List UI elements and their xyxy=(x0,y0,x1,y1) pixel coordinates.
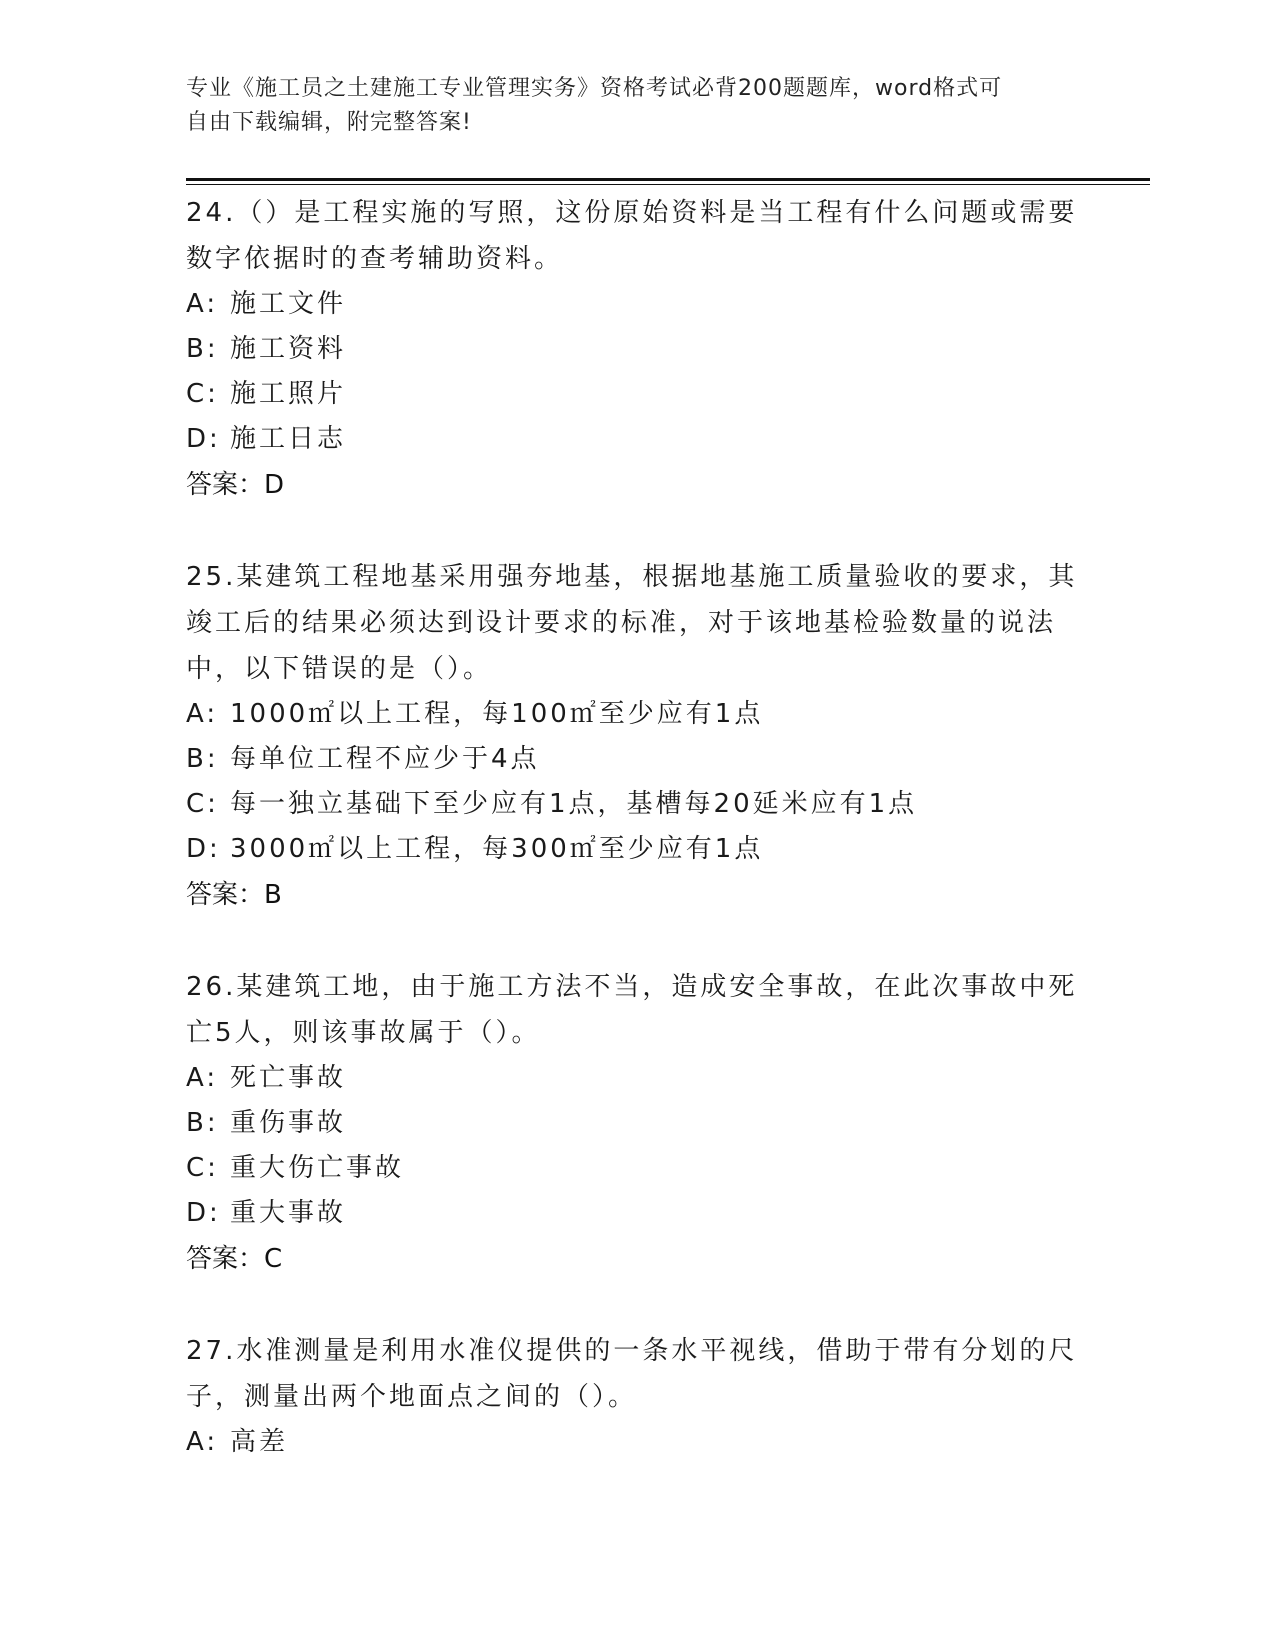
question-list xyxy=(186,190,1086,1511)
option-text: 重大事故 xyxy=(230,1198,347,1228)
answer-line: 答案：B xyxy=(186,880,282,910)
option-text: 每一独立基础下至少应有1点，基槽每20延米应有1点 xyxy=(230,789,918,819)
option-a xyxy=(186,282,1086,327)
header-divider-thin xyxy=(186,184,1150,185)
option-c xyxy=(186,782,1086,827)
option-text: 死亡事故 xyxy=(230,1063,347,1093)
option-text: 每单位工程不应少于4点 xyxy=(230,744,540,774)
option-a xyxy=(186,692,1086,737)
option-text: 施工文件 xyxy=(230,289,347,319)
question-text-line: 数字依据时的查考辅助资料。 xyxy=(186,244,564,274)
option-text: 1000㎡以上工程，每100㎡至少应有1点 xyxy=(230,699,764,729)
option-a xyxy=(186,1420,1086,1465)
option-text: 施工日志 xyxy=(230,424,347,454)
option-b xyxy=(186,737,1086,782)
option-c xyxy=(186,372,1086,417)
option-letter: D: xyxy=(186,1198,221,1228)
option-a xyxy=(186,1056,1086,1101)
option-letter: C: xyxy=(186,379,219,409)
question-text-line: 亡5人，则该事故属于（）。 xyxy=(186,1018,541,1048)
question-text-line: 25.某建筑工程地基采用强夯地基，根据地基施工质量验收的要求，其 xyxy=(186,562,1078,592)
question-text-line: 26.某建筑工地，由于施工方法不当，造成安全事故，在此次事故中死 xyxy=(186,972,1078,1002)
option-d xyxy=(186,417,1086,462)
option-letter: C: xyxy=(186,789,219,819)
option-letter: B: xyxy=(186,1108,219,1138)
option-b xyxy=(186,327,1086,372)
option-letter: D: xyxy=(186,834,221,864)
option-text: 重伤事故 xyxy=(230,1108,347,1138)
option-text: 高差 xyxy=(230,1427,289,1457)
option-b xyxy=(186,1101,1086,1146)
answer-line: 答案：D xyxy=(186,470,285,500)
header-divider-thick xyxy=(186,178,1150,181)
option-letter: D: xyxy=(186,424,221,454)
document-header xyxy=(186,72,1066,140)
question-27 xyxy=(186,1328,1086,1465)
option-text: 施工资料 xyxy=(230,334,347,364)
answer-line: 答案：C xyxy=(186,1244,283,1274)
header-line-2: 自由下载编辑，附完整答案! xyxy=(186,110,472,135)
option-letter: A: xyxy=(186,289,219,319)
option-letter: A: xyxy=(186,1427,219,1457)
question-25 xyxy=(186,554,1086,918)
question-text-line: 中，以下错误的是（）。 xyxy=(186,654,493,684)
question-text-line: 子，测量出两个地面点之间的（）。 xyxy=(186,1382,638,1412)
option-c xyxy=(186,1146,1086,1191)
question-26 xyxy=(186,964,1086,1282)
option-letter: B: xyxy=(186,744,219,774)
option-letter: C: xyxy=(186,1153,219,1183)
option-text: 3000㎡以上工程，每300㎡至少应有1点 xyxy=(230,834,764,864)
question-text-line: 竣工后的结果必须达到设计要求的标准，对于该地基检验数量的说法 xyxy=(186,608,1057,638)
question-text-line: 27.水准测量是利用水准仪提供的一条水平视线，借助于带有分划的尺 xyxy=(186,1336,1078,1366)
question-text-line: 24.（）是工程实施的写照，这份原始资料是当工程有什么问题或需要 xyxy=(186,198,1078,228)
option-letter: A: xyxy=(186,1063,219,1093)
question-24 xyxy=(186,190,1086,508)
option-letter: B: xyxy=(186,334,219,364)
option-d xyxy=(186,827,1086,872)
option-letter: A: xyxy=(186,699,219,729)
option-text: 重大伤亡事故 xyxy=(230,1153,405,1183)
option-text: 施工照片 xyxy=(230,379,347,409)
header-line-1: 专业《施工员之土建施工专业管理实务》资格考试必背200题题库，word格式可 xyxy=(186,76,1003,101)
option-d xyxy=(186,1191,1086,1236)
